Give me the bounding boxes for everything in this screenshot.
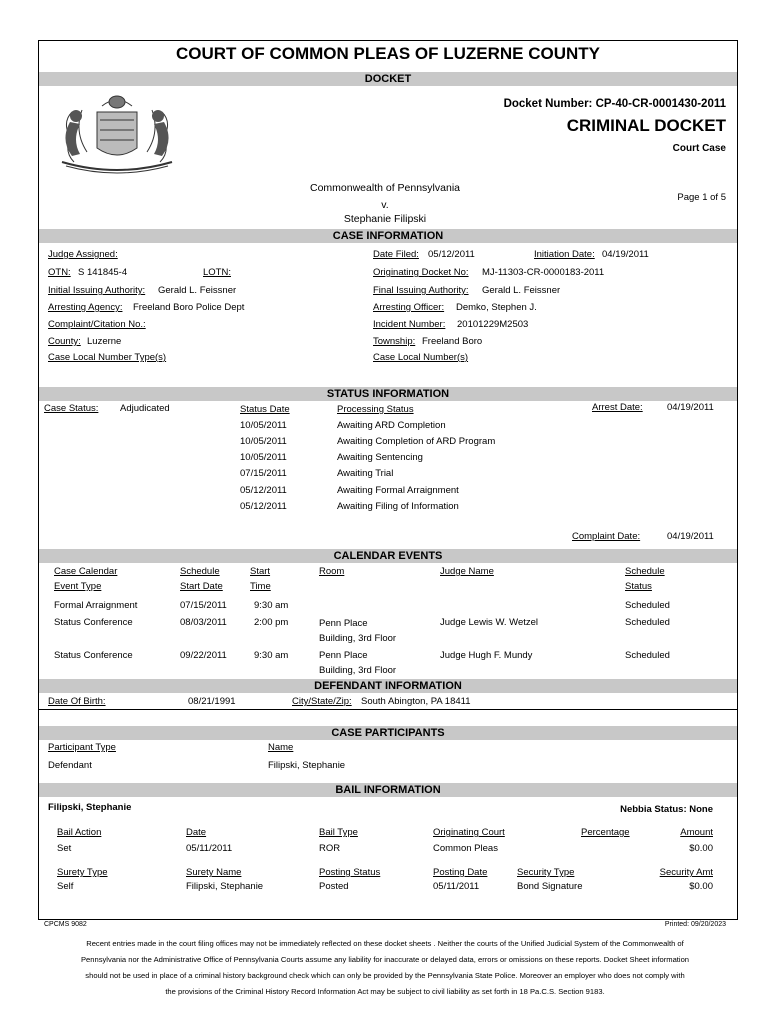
cal-room: Penn Place [319, 650, 368, 661]
incident-number-value: 20101229M2503 [457, 319, 529, 330]
printed-date: Printed: 09/20/2023 [664, 921, 726, 928]
security-amt-header: Security Amt [659, 867, 713, 878]
judge-assigned-label: Judge Assigned: [48, 249, 118, 260]
posting-status: Posted [319, 881, 349, 892]
date-filed-label: Date Filed: [373, 249, 419, 260]
complaint-date-label: Complaint Date: [572, 531, 641, 542]
bail-type: ROR [319, 843, 341, 854]
dob-label: Date Of Birth: [48, 696, 106, 707]
county-label: County: [48, 336, 81, 347]
cal-room: Building, 3rd Floor [319, 633, 397, 644]
arresting-agency-value: Freeland Boro Police Dept [133, 302, 245, 313]
cal-room: Building, 3rd Floor [319, 665, 397, 676]
status-date-header: Status Date [240, 404, 290, 415]
defendant-information-band: DEFENDANT INFORMATION [39, 679, 737, 693]
security-type-header: Security Type [517, 867, 575, 878]
bail-date: 05/11/2011 [186, 843, 233, 854]
cal-header-status1: Schedule [625, 566, 665, 577]
date-filed-value: 05/12/2011 [428, 249, 475, 260]
originating-docket-label: Originating Docket No: [373, 267, 469, 278]
case-status-label: Case Status: [44, 403, 99, 414]
cal-header-event2: Event Type [54, 581, 102, 592]
initial-authority-label: Initial Issuing Authority: [48, 285, 146, 296]
caption-defendant: Stephanie Filipski [343, 213, 427, 225]
arresting-officer-value: Demko, Stephen J. [456, 302, 537, 313]
case-status-value: Adjudicated [120, 403, 170, 414]
cal-event: Status Conference [54, 617, 133, 628]
county-value: Luzerne [87, 336, 122, 347]
bail-type-header: Bail Type [319, 827, 358, 838]
court-case-label: Court Case [672, 143, 726, 154]
bail-action: Set [57, 843, 72, 854]
form-code: CPCMS 9082 [44, 921, 87, 928]
cal-header-start1: Start [250, 566, 271, 577]
lotn-label: LOTN: [203, 267, 231, 278]
status-row-date: 05/12/2011 [240, 485, 287, 496]
calendar-events-band: CALENDAR EVENTS [39, 549, 737, 563]
page-number: Page 1 of 5 [677, 192, 726, 203]
cal-status: Scheduled [625, 650, 670, 661]
status-row-status: Awaiting Sentencing [337, 452, 423, 463]
cal-header-schedule1: Schedule [180, 566, 220, 577]
complaint-number-label: Complaint/Citation No.: [48, 319, 146, 330]
participant-name-header: Name [268, 742, 294, 753]
incident-number-label: Incident Number: [373, 319, 446, 330]
arresting-agency-label: Arresting Agency: [48, 302, 123, 313]
status-row-date: 05/12/2011 [240, 501, 287, 512]
bail-action-header: Bail Action [57, 827, 102, 838]
surety-type: Self [57, 881, 74, 892]
cal-judge: Judge Lewis W. Wetzel [440, 617, 539, 628]
city-state-zip-value: South Abington, PA 18411 [361, 696, 471, 707]
amount-header: Amount [680, 827, 713, 838]
cal-room: Penn Place [319, 618, 368, 629]
otn-value: S 141845-4 [78, 267, 128, 278]
participant-type-header: Participant Type [48, 742, 116, 753]
originating-court: Common Pleas [433, 843, 498, 854]
court-title: COURT OF COMMON PLEAS OF LUZERNE COUNTY [175, 44, 601, 63]
status-information-band: STATUS INFORMATION [39, 387, 737, 401]
status-row-status: Awaiting Completion of ARD Program [337, 436, 496, 447]
surety-name: Filipski, Stephanie [186, 881, 264, 892]
defendant-divider [39, 709, 737, 710]
pennsylvania-seal-emblem [52, 92, 182, 174]
status-row-date: 10/05/2011 [240, 452, 287, 463]
case-information-band: CASE INFORMATION [39, 229, 737, 243]
township-value: Freeland Boro [422, 336, 483, 347]
cal-status: Scheduled [625, 600, 670, 611]
cal-header-schedule2: Start Date [180, 581, 223, 592]
status-row-date: 10/05/2011 [240, 420, 287, 431]
status-row-status: Awaiting Filing of Information [337, 501, 459, 512]
status-row-status: Awaiting ARD Completion [337, 420, 446, 431]
percentage-header: Percentage [581, 827, 630, 838]
cal-date: 08/03/2011 [180, 617, 227, 628]
originating-docket-value: MJ-11303-CR-0000183-2011 [482, 267, 605, 278]
cal-header-event1: Case Calendar [54, 566, 118, 577]
arrest-date-label: Arrest Date: [592, 402, 643, 413]
disclaimer-text: Recent entries made in the court filing offices may not be immediately reflected on these docket sheets . Neither the courts of the Unified Judicial System of the Commonwealth of Pennsylvania nor the Administrative Office of Pennsylvania Courts assume any liability for inaccurate or delayed data, errors or omissions on these reports. Docket Sheet information should not be used in place of a criminal history background check which can only be provided by the Pennsylvania State Police. Moreover an employer who does not comply with the provisions of the Criminal History Record Information Act may be subject to civil liability as set forth in 18 Pa.C.S. Section 9183. [80, 939, 690, 996]
cal-judge: Judge Hugh F. Mundy [440, 650, 533, 661]
participant-name: Filipski, Stephanie [268, 760, 346, 771]
dob-value: 08/21/1991 [188, 696, 236, 707]
cal-date: 09/22/2011 [180, 650, 227, 661]
posting-date: 05/11/2011 [433, 881, 480, 892]
bail-person-name: Filipski, Stephanie [48, 802, 132, 813]
security-amount: $0.00 [689, 881, 713, 892]
bail-date-header: Date [186, 827, 207, 838]
posting-date-header: Posting Date [433, 867, 488, 878]
status-row-status: Awaiting Trial [337, 468, 394, 479]
initial-authority-value: Gerald L. Feissner [158, 285, 237, 296]
city-state-zip-label: City/State/Zip: [292, 696, 352, 707]
cal-event: Status Conference [54, 650, 133, 661]
cal-header-judge: Judge Name [440, 566, 494, 577]
case-local-numbers-label: Case Local Number(s) [373, 352, 469, 363]
complaint-date-value: 04/19/2011 [667, 531, 714, 542]
status-row-status: Awaiting Formal Arraignment [337, 485, 459, 496]
township-label: Township: [373, 336, 416, 347]
cal-header-room: Room [319, 566, 345, 577]
cal-header-status2: Status [625, 581, 652, 592]
bail-amount: $0.00 [689, 843, 713, 854]
security-type: Bond Signature [517, 881, 583, 892]
status-row-date: 07/15/2011 [240, 468, 287, 479]
cal-header-start2: Time [250, 581, 271, 592]
case-participants-band: CASE PARTICIPANTS [39, 726, 737, 740]
cal-date: 07/15/2011 [180, 600, 227, 611]
cal-time: 2:00 pm [254, 617, 289, 628]
docket-number: Docket Number: CP-40-CR-0001430-2011 [503, 98, 726, 110]
nebbia-status: Nebbia Status: None [620, 804, 713, 815]
caption-versus: v. [381, 199, 389, 211]
surety-name-header: Surety Name [186, 867, 242, 878]
cal-event: Formal Arraignment [54, 600, 138, 611]
surety-type-header: Surety Type [57, 867, 108, 878]
bail-information-band: BAIL INFORMATION [39, 783, 737, 797]
cal-time: 9:30 am [254, 650, 289, 661]
initiation-date-value: 04/19/2011 [602, 249, 649, 260]
docket-band: DOCKET [39, 72, 737, 86]
arresting-officer-label: Arresting Officer: [373, 302, 445, 313]
initiation-date-label: Initiation Date: [534, 249, 595, 260]
docket-type: CRIMINAL DOCKET [566, 116, 726, 135]
case-local-number-type-label: Case Local Number Type(s) [48, 352, 167, 363]
cal-time: 9:30 am [254, 600, 289, 611]
arrest-date-value: 04/19/2011 [667, 402, 714, 413]
cal-status: Scheduled [625, 617, 670, 628]
otn-label: OTN: [48, 267, 71, 278]
posting-status-header: Posting Status [319, 867, 381, 878]
final-authority-value: Gerald L. Feissner [482, 285, 561, 296]
status-row-date: 10/05/2011 [240, 436, 287, 447]
final-authority-label: Final Issuing Authority: [373, 285, 469, 296]
caption-plaintiff: Commonwealth of Pennsylvania [310, 182, 460, 194]
originating-court-header: Originating Court [433, 827, 505, 838]
processing-status-header: Processing Status [337, 404, 414, 415]
participant-type: Defendant [48, 760, 92, 771]
